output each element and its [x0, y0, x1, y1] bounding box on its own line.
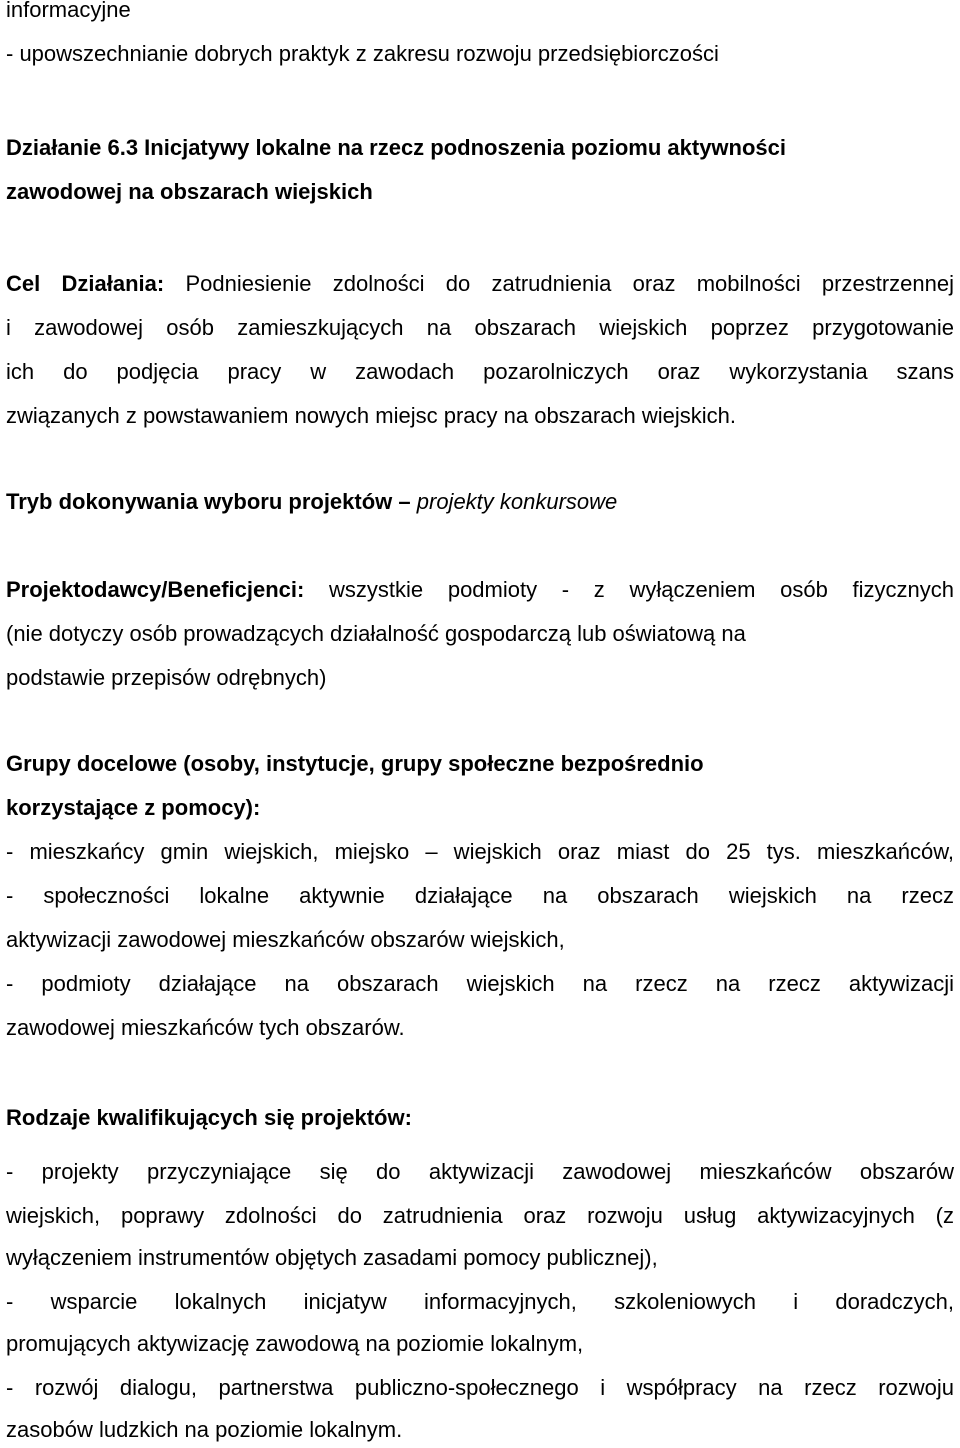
project-types-item: zasobów ludzkich na poziomie lokalnym. — [6, 1417, 403, 1442]
goal-text: Podniesienie zdolności do zatrudnienia oraz mobilności przestrzennej — [164, 271, 954, 296]
target-groups-heading-continued — [6, 794, 954, 822]
heading-text: Rodzaje kwalifikujących się projektów: — [6, 1105, 412, 1130]
target-groups-heading — [6, 750, 954, 778]
project-types-heading — [6, 1104, 954, 1132]
project-types-item: - wsparcie lokalnych inicjatyw informacyjnych, szkoleniowych i doradczych, — [6, 1289, 954, 1314]
project-types-item: wiejskich, poprawy zdolności do zatrudnienia oraz rozwoju usług aktywizacyjnych (z — [6, 1203, 954, 1228]
goal-paragraph-line: i zawodowej osób zamieszkujących na obszarach wiejskich poprzez przygotowanie — [6, 315, 954, 340]
target-groups-item: - podmioty działające na obszarach wiejskich na rzecz na rzecz aktywizacji — [6, 971, 954, 996]
beneficiaries-line: (nie dotyczy osób prowadzących działalność gospodarczą lub oświatową na — [6, 621, 746, 646]
selection-mode-label: Tryb dokonywania wyboru projektów – — [6, 489, 411, 514]
selection-mode-line — [6, 488, 954, 516]
project-types-item: - projekty przyczyniające się do aktywizacji zawodowej mieszkańców obszarów — [6, 1159, 954, 1184]
selection-mode-value: projekty konkursowe — [410, 489, 618, 514]
target-groups-item: zawodowej mieszkańców tych obszarów. — [6, 1015, 405, 1040]
goal-paragraph-line: związanych z powstawaniem nowych miejsc pracy na obszarach wiejskich. — [6, 403, 736, 428]
heading-text: Grupy docelowe (osoby, instytucje, grupy społeczne bezpośrednio — [6, 751, 704, 776]
project-types-item: wyłączeniem instrumentów objętych zasadami pomocy publicznej), — [6, 1245, 658, 1270]
beneficiaries-line: podstawie przepisów odrębnych) — [6, 665, 327, 690]
target-groups-item: aktywizacji zawodowej mieszkańców obszarów wiejskich, — [6, 927, 565, 952]
beneficiaries-line — [6, 576, 954, 604]
heading-text: zawodowej na obszarach wiejskich — [6, 179, 373, 204]
heading-text: Działanie 6.3 Inicjatywy lokalne na rzecz podnoszenia poziomu aktywności — [6, 135, 787, 160]
goal-label: Cel Działania: — [6, 271, 165, 296]
goal-paragraph-line: ich do podjęcia pracy w zawodach pozarolniczych oraz wykorzystania szans — [6, 359, 954, 384]
project-types-item: - rozwój dialogu, partnerstwa publiczno-społecznego i współpracy na rzecz rozwoju — [6, 1375, 954, 1400]
project-types-item: promujących aktywizację zawodową na poziomie lokalnym, — [6, 1331, 584, 1356]
section-heading — [6, 134, 954, 162]
target-groups-item: - mieszkańcy gmin wiejskich, miejsko – wiejskich oraz miast do 25 tys. mieszkańców, — [6, 839, 954, 864]
heading-text: korzystające z pomocy): — [6, 795, 261, 820]
bullet-line: - upowszechnianie dobrych praktyk z zakresu rozwoju przedsiębiorczości — [6, 41, 719, 66]
text-line: informacyjne — [6, 0, 131, 22]
target-groups-item: - społeczności lokalne aktywnie działające na obszarach wiejskich na rzecz — [6, 883, 954, 908]
goal-paragraph-line — [6, 270, 954, 298]
beneficiaries-label: Projektodawcy/Beneficjenci: — [6, 577, 305, 602]
section-heading-continued — [6, 178, 954, 206]
beneficiaries-text: wszystkie podmioty - z wyłączeniem osób fizycznych — [304, 577, 954, 602]
